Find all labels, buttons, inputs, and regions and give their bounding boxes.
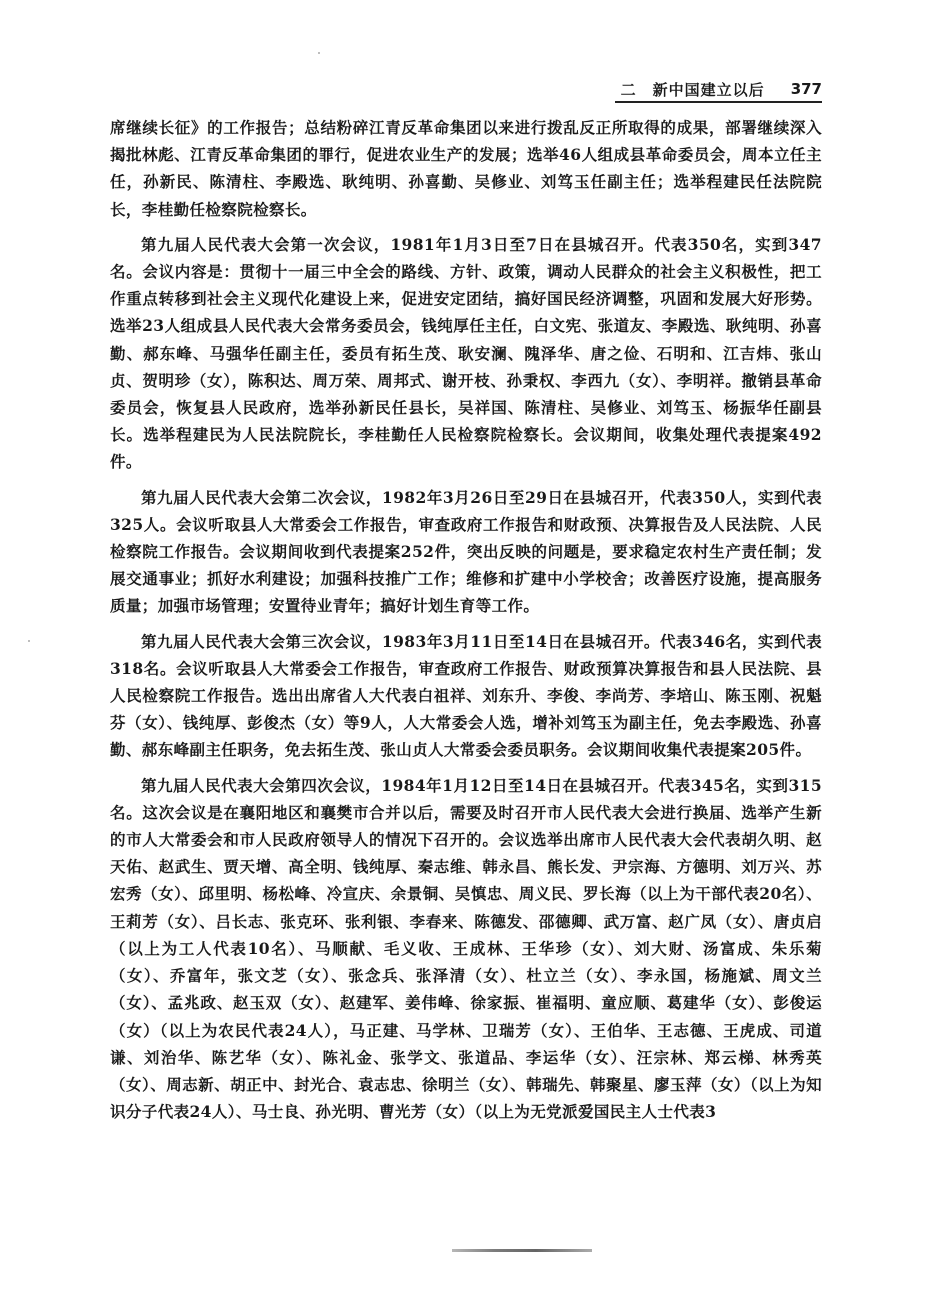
paragraph-first-session: 第九届人民代表大会第一次会议，1981年1月3日至7日在县城召开。代表350名，实到347名。会议内容是：贯彻十一届三中全会的路线、方针、政策，调动人民群众的社会主义积极性，把工作重点转移到社会主义现代化建设上来，促进安定团结，搞好国民经济调整，巩固和发展大好形势。选举23人组成县人民代表大会常务委员会，钱纯厚任主任，白文宪、张道友、李殿选、耿纯明、孙喜勤、郝东峰、马强华任副主任，委员有拓生茂、耿安澜、隗泽华、唐之俭、石明和、江吉炜、张山贞、贺明珍（女），陈积达、周万荣、周邦式、谢开枝、孙秉权、李西九（女）、李明祥。撤销县革命委员会，恢复县人民政府，选举孙新民任县长，吴祥国、陈清柱、吴修业、刘笃玉、杨振华任副县长。选举程建民为人民法院院长，李桂勤任人民检察院检察长。会议期间，收集处理代表提案492件。 <box>110 234 822 472</box>
paragraph-third-session: 第九届人民代表大会第三次会议，1983年3月11日至14日在县城召开。代表346名，实到代表318名。会议听取县人大常委会工作报告，审查政府工作报告、财政预算决算报告和县人民法院、县人民检察院工作报告。选出出席省人大代表白祖祥、刘东升、李俊、李尚芳、李培山、陈玉刚、祝魁芬（女）、钱纯厚、彭俊杰（女）等9人，人大常委会人选，增补刘笃玉为副主任，免去李殿选、孙喜勤、郝东峰副主任职务，免去拓生茂、张山贞人大常委会委员职务。会议期间收集代表提案205件。 <box>110 631 822 760</box>
scan-speck <box>28 640 30 642</box>
paragraph-second-session: 第九届人民代表大会第二次会议，1982年3月26日至29日在县城召开，代表350人，实到代表325人。会议听取县人大常委会工作报告，审查政府工作报告和财政预、决算报告及人民法院、人民检察院工作报告。会议期间收到代表提案252件，突出反映的问题是，要求稳定农村生产责任制；发展交通事业；抓好水利建设；加强科技推广工作；维修和扩建中小学校舍；改善医疗设施，提高服务质量；加强市场管理；安置待业青年；搞好计划生育等工作。 <box>110 487 822 616</box>
section-title: 二 新中国建立以后 <box>620 80 765 99</box>
paragraph-continued: 席继续长征》的工作报告；总结粉碎江青反革命集团以来进行拨乱反正所取得的成果，部署继续深入揭批林彪、江青反革命集团的罪行，促进农业生产的发展；选举46人组成县革命委员会，周本立任主任，孙新民、陈清柱、李殿选、耿纯明、孙喜勤、吴修业、刘笃玉任副主任；选举程建民任法院院长，李桂勤任检察院检察长。 <box>110 118 822 219</box>
paragraph-fourth-session: 第九届人民代表大会第四次会议，1984年1月12日至14日在县城召开。代表345名，实到315名。这次会议是在襄阳地区和襄樊市合并以后，需要及时召开市人民代表大会进行换届、选举产生新的市人大常委会和市人民政府领导人的情况下召开的。会议选举出席市人民代表大会代表胡久明、赵天佑、赵武生、贾天增、高全明、钱纯厚、秦志维、韩永昌、熊长发、尹宗海、方德明、刘万兴、苏宏秀（女）、邱里明、杨松峰、冷宣庆、余景铜、吴慎忠、周义民、罗长海（以上为干部代表20名）、王莉芳（女）、吕长志、张克环、张利银、李春来、陈德发、邵德卿、武万富、赵广凤（女）、唐贞启（以上为工人代表10名）、马顺献、毛义收、王成林、王华珍（女）、刘大财、汤富成、朱乐菊（女）、乔富年，张文芝（女）、张念兵、张泽清（女）、杜立兰（女）、李永国，杨施斌、周文兰（女）、孟兆政、赵玉双（女）、赵建军、姜伟峰、徐家振、崔福明、童应顺、葛建华（女）、彭俊运（女）（以上为农民代表24人），马正建、马学林、卫瑞芳（女）、王伯华、王志德、王虎成、司道谦、刘治华、陈艺华（女）、陈礼金、张学文、张道品、李运华（女）、汪宗林、郑云梯、林秀英（女）、周志新、胡正中、封光合、袁志忠、徐明兰（女）、韩瑞先、韩聚星、廖玉萍（女）（以上为知识分子代表24人）、马士良、孙光明、曹光芳（女）（以上为无党派爱国民主人士代表3 <box>110 775 822 1122</box>
page-number: 377 <box>790 80 822 98</box>
body-text <box>110 114 822 1125</box>
header-rule <box>615 101 822 103</box>
scan-speck <box>318 52 320 54</box>
scan-smudge <box>452 1249 592 1252</box>
running-header <box>110 76 822 102</box>
